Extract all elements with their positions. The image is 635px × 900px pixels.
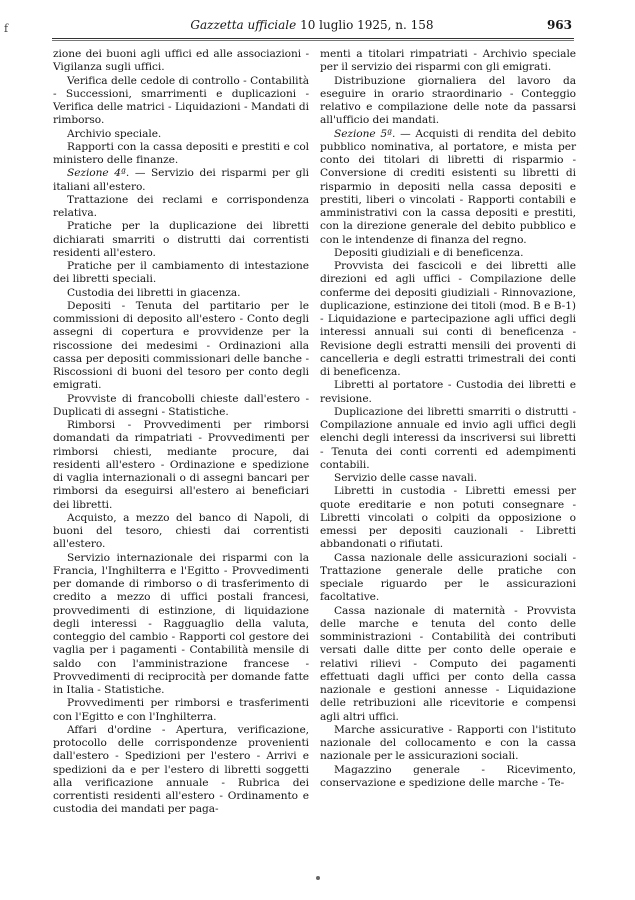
header-rule	[52, 38, 574, 39]
paragraph: Distribuzione giornaliera del lavoro da eseguire in orario straordinario - Conteggio relativo e compilazione delle note da passarsi all'ufficio dei mandati.	[320, 74, 576, 127]
paragraph: Marche assicurative - Rapporti con l'istituto nazionale del collocamento e con la cassa nazionale per le assicurazioni sociali.	[320, 723, 576, 763]
page-bottom-dot	[316, 876, 320, 880]
section-text: — Acquisti di rendita del debito pubblico nominativa, al portatore, e mista per conto dei titolari di libretti di risparmio - Conversione di crediti esistenti su libretti di risparmio in depositi nella cassa depositi e prestiti, liberi o vincolati - Rapporti contabili e amministrativi con la cassa depositi e prestiti, con la direzione generale del debito pubblico e con le intendenze di finanza del regno.	[320, 127, 576, 246]
paragraph: Libretti al portatore - Custodia dei libretti e revisione.	[320, 379, 576, 405]
paragraph: Custodia dei libretti in giacenza.	[67, 286, 241, 299]
header-rule-thin	[52, 40, 574, 41]
paragraph: Pratiche per il cambiamento di intestazione dei libretti speciali.	[53, 260, 309, 286]
section-heading-paragraph	[320, 128, 576, 247]
paragraph: Depositi giudiziali e di beneficenza.	[334, 246, 524, 259]
paragraph-continuation: menti a titolari rimpatriati - Archivio speciale per il servizio dei risparmi con gli emigrati.	[320, 48, 576, 74]
paragraph: Pratiche per la duplicazione dei libretti dichiarati smarriti o distrutti dai correntisti residenti all'estero.	[53, 220, 309, 259]
right-column	[320, 48, 576, 790]
page-header	[52, 16, 572, 34]
paragraph: Provviste di francobolli chieste dall'estero - Duplicati di assegni - Statistiche.	[53, 392, 309, 418]
section-heading-paragraph	[53, 167, 309, 194]
paragraph: Cassa nazionale di maternità - Provvista delle marche e tenuta del conto delle somministrazioni - Contabilità dei contributi versati dalle ditte per conto delle operaie e relativi rilievi - Computo dei pagamenti effettuati dagli uffici per conto della cassa nazionale e gestioni annesse - Liquidazione delle retribuzioni alle ricevitorie e compensi agli altri uffici.	[320, 604, 576, 723]
section-text: — Servizio dei risparmi per gli italiani all'estero.	[53, 167, 309, 193]
paragraph: Cassa nazionale delle assicurazioni sociali - Trattazione generale delle pratiche con speciale riguardo per le assicurazioni facoltative.	[320, 551, 576, 604]
paragraph: Trattazione dei reclami e corrispondenza relativa.	[53, 193, 309, 219]
paragraph: Acquisto, a mezzo del banco di Napoli, di buoni del tesoro, chiesti dai correntisti all'estero.	[53, 511, 309, 551]
gazette-title: Gazzetta ufficiale	[190, 18, 297, 32]
paragraph: Magazzino generale - Ricevimento, conservazione e spedizione delle marche - Te-	[320, 763, 576, 789]
paragraph: Servizio internazionale dei risparmi con la Francia, l'Inghilterra e l'Egitto - Provvedimenti per domande di rimborso o di trasferimento di credito a mezzo di uffici postali francesi, provvedimenti di estinzione, di liquidazione degli interessi - Ragguaglio della valuta, conteggio del cambio - Rapporti col gestore dei vaglia per i pagamenti - Contabilità mensile di saldo con l'amministrazione francese - Provvedimenti di reciprocità per domande fatte in Italia - Statistiche.	[53, 551, 309, 696]
left-column	[53, 48, 309, 817]
margin-mark: f	[4, 22, 9, 35]
paragraph: Verifica delle cedole di controllo - Contabilità - Successioni, smarrimenti e duplicazioni - Verifica delle matrici - Liquidazioni - Mandati di rimborso.	[53, 74, 309, 127]
running-title	[52, 16, 572, 34]
issue-date: 10 luglio 1925, n. 158	[300, 18, 434, 32]
paragraph: Depositi - Tenuta del partitario per le commissioni di deposito all'estero - Conto degli assegni di copertura e provvidenze per la riscossione dei medesimi - Ordinazioni alla cassa per depositi commissionari delle banche - Riscossioni di buoni del tesoro per conto degli emigrati.	[53, 299, 309, 392]
paragraph: Libretti in custodia - Libretti emessi per quote ereditarie e non potuti consegnare - Libretti vincolati o colpiti da opposizione o emessi per depositi cauzionali - Libretti abbandonati o rifiutati.	[320, 485, 576, 551]
page-number: 963	[546, 18, 572, 32]
paragraph: Duplicazione dei libretti smarriti o distrutti - Compilazione annuale ed invio agli uffici degli elenchi degli interessi da inscriversi sui libretti - Tenuta dei conti correnti ed adempimenti contabili.	[320, 405, 576, 471]
paragraph: Rimborsi - Provvedimenti per rimborsi domandati da rimpatriati - Provvedimenti per rimborsi chiesti, mediante procure, dai residenti all'estero - Ordinazione e spedizione di vaglia internazionali o di assegni bancari per rimborsi da eseguirsi all'estero ai beneficiari dei libretti.	[53, 419, 309, 511]
paragraph-continuation: zione dei buoni agli uffici ed alle associazioni - Vigilanza sugli uffici.	[53, 48, 309, 74]
section-label: Sezione 4ª.	[67, 167, 130, 180]
paragraph: Affari d'ordine - Apertura, verificazione, protocollo delle corrispondenze provenienti dall'estero - Spedizioni per l'estero - Arrivi e spedizioni da e per l'estero di libretti soggetti alla verificazione annuale - Rubrica dei correntisti residenti all'estero - Ordinamento e custodia dei mandati per paga-	[53, 723, 309, 816]
paragraph: Servizio delle casse navali.	[334, 472, 478, 484]
paragraph: Provvista dei fascicoli e dei libretti alle direzioni ed agli uffici - Compilazione delle conferme dei depositi giudiziali - Rinnovazione, duplicazione, estinzione dei titoli (mod. B e B-1) - Liquidazione e partecipazione agli uffici degli interessi annuali sui conti di beneficenza - Revisione degli estratti mensili dei proventi di cancelleria e degli estratti trimestrali dei conti di beneficenza.	[320, 260, 576, 378]
paragraph: Provvedimenti per rimborsi e trasferimenti con l'Egitto e con l'Inghilterra.	[53, 697, 309, 723]
paragraph: Archivio speciale.	[67, 127, 162, 140]
section-label: Sezione 5ª.	[334, 127, 396, 140]
paragraph: Rapporti con la cassa depositi e prestiti e col ministero delle finanze.	[53, 140, 309, 166]
